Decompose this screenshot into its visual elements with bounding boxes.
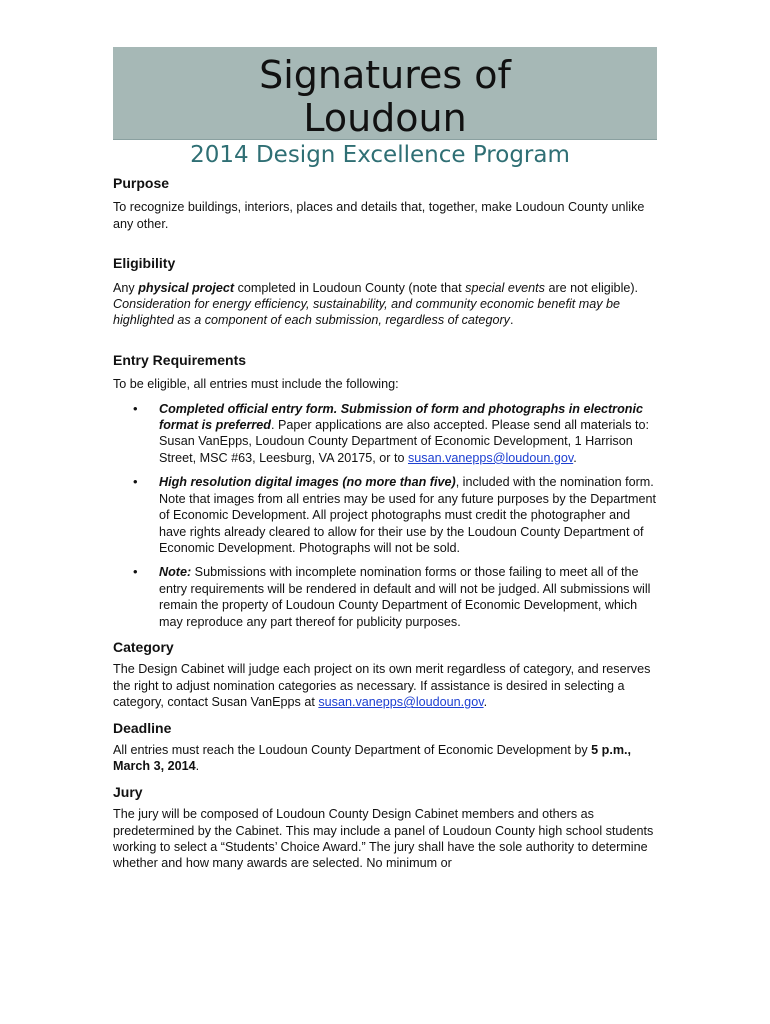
eligibility-text: Any physical project completed in Loudoun County (note that special events are not eligible). Consideration for energy efficiency, sustainability, and community economic benefit may be highlighted as a component of each submission, regardless of category. [113,280,639,328]
eligibility-section [113,255,657,329]
jury-text: The jury will be composed of Loudoun County Design Cabinet members and others as predetermined by the Cabinet. This may include a panel of Loudoun County high school students working to select a “Students’ Choice Award.” The jury shall have the sole authority to determine whether and how many awards are selected. No minimum or [113,807,654,871]
jury-heading: Jury [113,783,143,800]
bullet-icon: • [133,564,138,580]
category-text: The Design Cabinet will judge each project on its own merit regardless of category, and reserves the right to adjust nomination categories as necessary. If assistance is desired in selecting a category, contact Susan VanEpps at susan.vanepps@loudoun.gov. [113,662,651,710]
entry-list [113,401,657,630]
program-subtitle: 2014 Design Excellence Program [190,142,570,168]
entry-requirements-section [113,352,657,630]
email-link[interactable]: susan.vanepps@loudoun.gov [408,450,574,465]
purpose-text: To recognize buildings, interiors, places and details that, together, make Loudoun County unlike any other. [113,200,645,231]
list-item: • Completed official entry form. Submission of form and photographs in electronic format is preferred. Paper applications are also accepted. Please send all materials to: Susan VanEpps, Loudoun County Department of Economic Development, 1 Harrison Street, MSC #63, Leesburg, VA 20175, or to susan.vanepps@loudoun.gov. [133,400,650,465]
jury-section [113,784,657,872]
email-link[interactable]: susan.vanepps@loudoun.gov [318,695,484,710]
category-heading: Category [113,638,174,655]
purpose-heading: Purpose [113,175,170,191]
document-body [113,172,657,872]
bullet-icon: • [133,474,138,490]
title-line-2: Loudoun [303,96,467,140]
entry-heading: Entry Requirements [113,351,247,368]
deadline-heading: Deadline [113,719,172,736]
entry-intro: To be eligible, all entries must include the following: [113,377,399,392]
title-line-1: Signatures of [259,53,511,97]
bullet-icon: • [133,400,138,416]
list-item: • Note: Submissions with incomplete nomination forms or those failing to meet all of the entry requirements will be rendered in default and will not be judged. All submissions will remain the property of Loudoun County Department of Economic Development, which may reproduce any part thereof for publicity purposes. [133,564,651,629]
eligibility-heading: Eligibility [113,255,176,272]
deadline-section [113,720,657,775]
list-item: • High resolution digital images (no more than five), included with the nomination form. Note that images from all entries may be used for any future purposes by the Department of Economic Development. All project photographs must credit the photographer and have rights already cleared to allow for their use by the Loudoun County Department of Economic Development. Photographs will not be sold. [133,474,657,555]
deadline-text: All entries must reach the Loudoun County Department of Economic Development by 5 p.m., March 3, 2014. [113,742,632,774]
purpose-section [113,175,657,232]
title-banner [113,47,657,140]
category-section [113,639,657,711]
